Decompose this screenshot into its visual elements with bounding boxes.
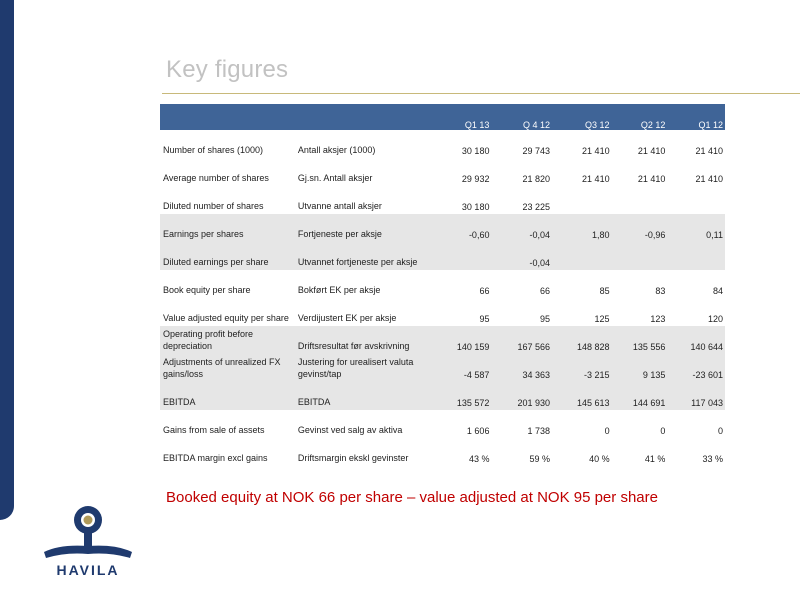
table-cell: 0 — [660, 426, 666, 436]
table-cell: 95 — [479, 314, 490, 324]
table-cell: 21 410 — [582, 174, 610, 184]
row-label-english: Operating profit before depreciation — [160, 326, 298, 354]
table-cell: 83 — [655, 286, 666, 296]
table-cell: 29 743 — [522, 146, 551, 156]
column-header-q1-12: Q1 12 — [667, 104, 725, 130]
table-row — [160, 354, 725, 382]
row-label-english: Diluted number of shares — [163, 201, 264, 211]
table-row — [160, 270, 725, 298]
row-label-english: Gains from sale of assets — [163, 425, 265, 435]
row-label-english: Adjustments of unrealized FX gains/loss — [160, 354, 298, 382]
row-label-english: Value adjusted equity per share — [163, 313, 289, 323]
table-row — [160, 214, 725, 242]
table-cell: 140 644 — [667, 326, 725, 354]
table-row — [160, 326, 725, 354]
column-header-q3-12: Q3 12 — [552, 104, 612, 130]
havila-logo — [40, 500, 136, 580]
table-header-row — [160, 104, 725, 130]
row-label-norwegian: Gj.sn. Antall aksjer — [297, 173, 373, 183]
table-cell: 0 — [604, 426, 610, 436]
table-cell: 120 — [707, 314, 723, 324]
column-header-q2-12: Q2 12 — [612, 104, 668, 130]
row-label-norwegian: Bokført EK per aksje — [297, 285, 381, 295]
table-cell — [444, 242, 491, 270]
table-row — [160, 438, 725, 466]
table-cell: 23 225 — [522, 202, 551, 212]
table-cell: 1,80 — [552, 214, 612, 242]
column-header — [160, 104, 298, 130]
column-header-q4-12: Q 4 12 — [491, 104, 552, 130]
table-cell: 148 828 — [552, 326, 612, 354]
row-label-english: EBITDA — [160, 382, 298, 410]
row-label-english: Earnings per shares — [160, 214, 298, 242]
table-cell: 21 410 — [695, 174, 723, 184]
side-accent-bar — [0, 0, 14, 520]
table-cell: 125 — [594, 314, 610, 324]
conclusion-text: Booked equity at NOK 66 per share – value adjusted at NOK 95 per share — [166, 489, 658, 506]
row-label-english: Number of shares (1000) — [163, 145, 264, 155]
table-cell: 117 043 — [667, 382, 725, 410]
table-cell: 21 820 — [522, 174, 551, 184]
table-cell: 1 606 — [466, 426, 490, 436]
table-cell — [612, 186, 668, 214]
table-cell: 144 691 — [612, 382, 668, 410]
row-label-english: Book equity per share — [163, 285, 251, 295]
table-cell: 59 % — [529, 454, 551, 464]
page-title: Key figures — [166, 56, 289, 83]
table-cell: 167 566 — [491, 326, 552, 354]
table-cell: 84 — [712, 286, 723, 296]
table-cell: 1 738 — [527, 426, 551, 436]
table-cell: 95 — [540, 314, 551, 324]
table-cell — [552, 186, 612, 214]
havila-anchor-icon — [44, 506, 132, 558]
table-cell: 41 % — [644, 454, 666, 464]
table-cell: 29 932 — [461, 174, 490, 184]
table-cell: 201 930 — [491, 382, 552, 410]
table-cell — [552, 242, 612, 270]
table-cell: 123 — [650, 314, 666, 324]
table-cell: -0,60 — [444, 214, 491, 242]
table-cell: -0,04 — [491, 214, 552, 242]
row-label-english: EBITDA margin excl gains — [163, 453, 268, 463]
table-cell: 21 410 — [695, 146, 723, 156]
row-label-norwegian: Verdijustert EK per aksje — [297, 313, 397, 323]
table-cell — [612, 242, 668, 270]
row-label-norwegian: Driftsmargin ekskl gevinster — [297, 453, 409, 463]
table-cell: 33 % — [702, 454, 723, 464]
table-cell: 34 363 — [491, 354, 552, 382]
row-label-norwegian: Driftsresultat før avskrivning — [298, 326, 444, 354]
table-cell: 21 410 — [637, 174, 666, 184]
column-header — [298, 104, 444, 130]
row-label-norwegian: Utvanne antall aksjer — [297, 201, 382, 211]
key-figures-table — [160, 104, 725, 466]
table-cell: 66 — [540, 286, 551, 296]
table-cell — [667, 186, 725, 214]
table-cell: 145 613 — [552, 382, 612, 410]
table-cell: 9 135 — [612, 354, 668, 382]
table-row — [160, 130, 725, 158]
row-label-norwegian: Gevinst ved salg av aktiva — [297, 425, 403, 435]
table-cell: -0,96 — [612, 214, 668, 242]
row-label-norwegian: Antall aksjer (1000) — [297, 145, 376, 155]
table-row — [160, 410, 725, 438]
table-cell: -0,04 — [491, 242, 552, 270]
row-label-norwegian: Utvannet fortjeneste per aksje — [298, 242, 444, 270]
table-row — [160, 186, 725, 214]
table-cell: 135 572 — [444, 382, 491, 410]
table-cell: 43 % — [468, 454, 490, 464]
table-cell: 21 410 — [582, 146, 610, 156]
table-cell: 30 180 — [461, 202, 490, 212]
table-cell: 40 % — [589, 454, 610, 464]
table-cell — [667, 242, 725, 270]
table-cell: 66 — [479, 286, 490, 296]
table-cell: -4 587 — [444, 354, 491, 382]
row-label-norwegian: EBITDA — [298, 382, 444, 410]
table-row — [160, 158, 725, 186]
table-cell: -23 601 — [667, 354, 725, 382]
column-header-q1-13: Q1 13 — [444, 104, 491, 130]
table-row — [160, 382, 725, 410]
row-label-english: Average number of shares — [163, 173, 269, 183]
table-cell: 135 556 — [612, 326, 668, 354]
table-row — [160, 298, 725, 326]
table-cell: 0 — [717, 426, 723, 436]
row-label-english: Diluted earnings per share — [160, 242, 298, 270]
table-cell: 85 — [599, 286, 610, 296]
table-cell: 140 159 — [444, 326, 491, 354]
table-cell: -3 215 — [552, 354, 612, 382]
table-cell: 21 410 — [637, 146, 666, 156]
table-cell: 30 180 — [461, 146, 490, 156]
row-label-norwegian: Justering for urealisert valuta gevinst/tap — [298, 354, 444, 382]
table-row — [160, 242, 725, 270]
row-label-norwegian: Fortjeneste per aksje — [298, 214, 444, 242]
table-cell: 0,11 — [667, 214, 725, 242]
title-divider — [162, 93, 800, 94]
havila-wordmark: HAVILA — [56, 562, 120, 578]
